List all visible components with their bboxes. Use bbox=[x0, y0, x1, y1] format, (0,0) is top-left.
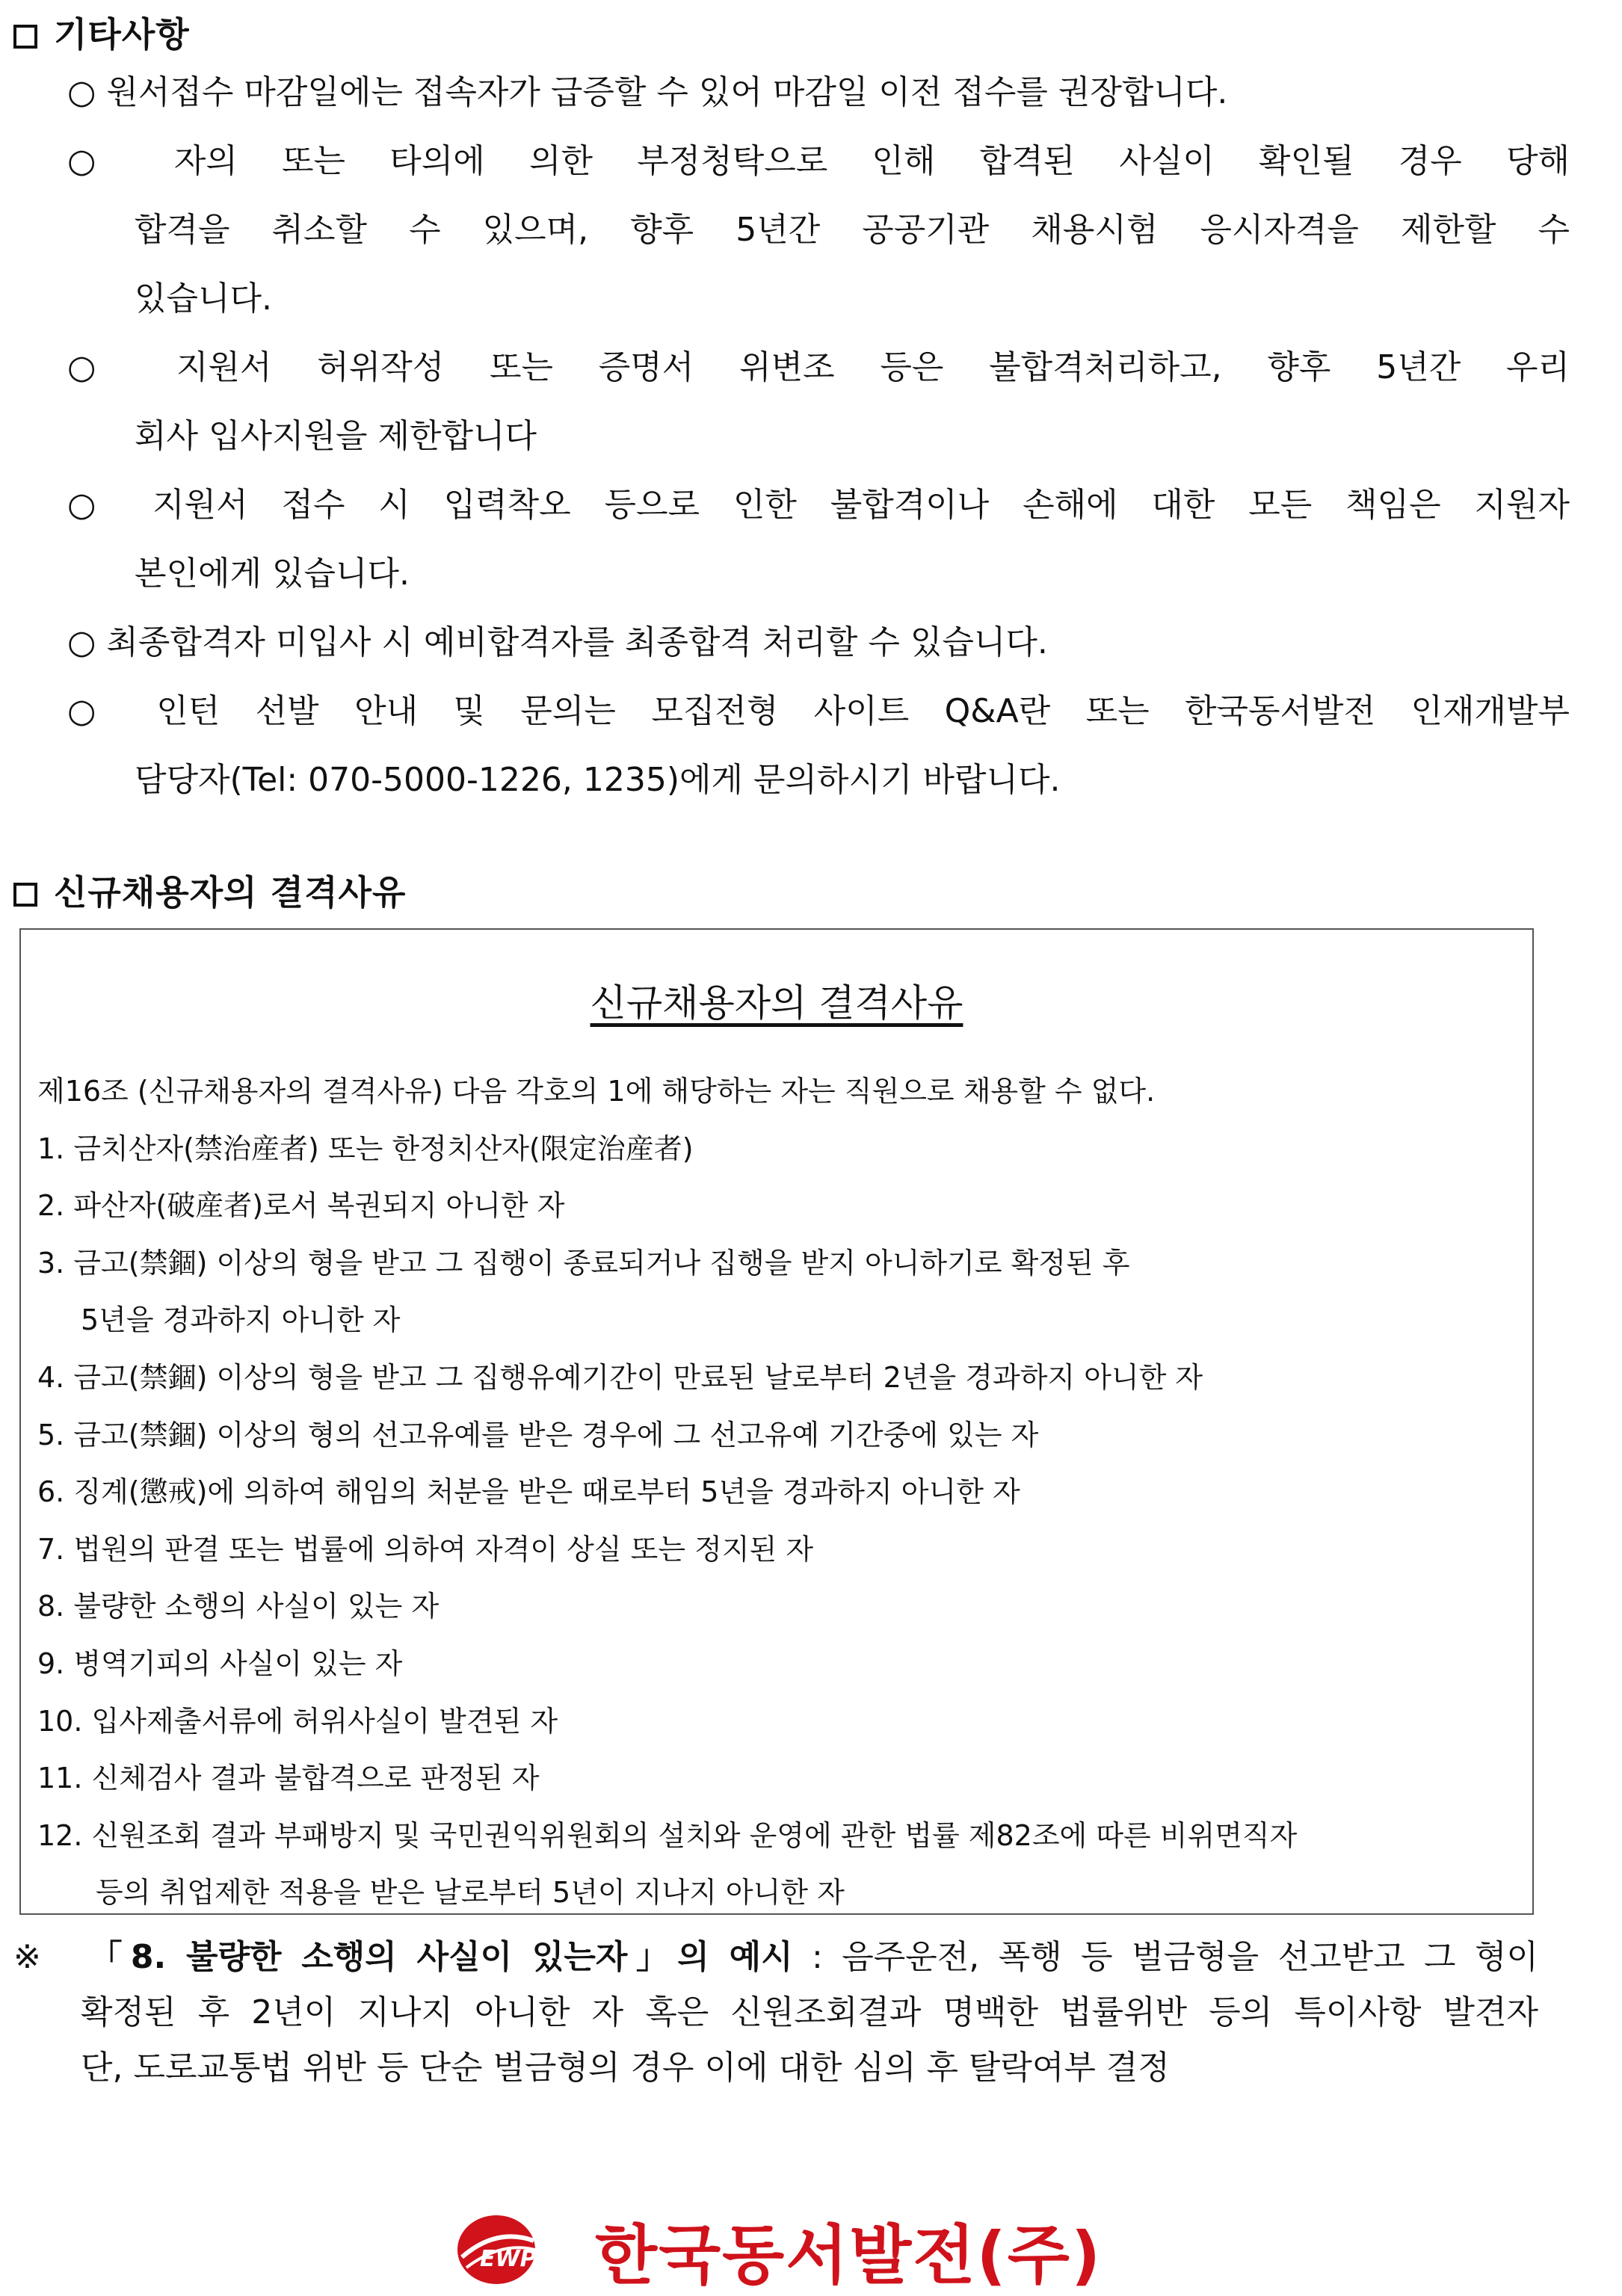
article-line: 7. 법원의 판결 또는 법률에 의하여 자격이 상실 또는 정지된 자 bbox=[37, 1532, 814, 1566]
bullet-item: ○ 지원서 허위작성 또는 증명서 위변조 등은 불합격처리하고, 향후 5년간 우리 회사 입사지원을 제한합니다 bbox=[67, 348, 1570, 455]
article-line: 2. 파산자(破産者)로서 복권되지 아니한 자 bbox=[37, 1189, 565, 1223]
checkbox-square-icon bbox=[13, 883, 37, 907]
article-line: 9. 병역기피의 사실이 있는 자 bbox=[37, 1647, 403, 1680]
article-line: 3. 금고(禁錮) 이상의 형을 받고 그 집행이 종료되거나 집행을 받지 아니하기로 확정된 후 bbox=[37, 1246, 1130, 1280]
note-block: ※ 「8. 불량한 소행의 사실이 있는자」의 예시 : 음주운전, 폭행 등 벌금형을 선고받고 그 형이 확정된 후 2년이 지나지 아니한 자 혹은 신원조회결과 명백한 법률위반 등의 특이사항 발견자 단, 도로교통법 위반 등 단순 벌금형의 경우 이에 대한 심의 후 탈락여부 결정 bbox=[13, 1930, 1538, 2096]
bullet-item: ○ 인턴 선발 안내 및 문의는 모집전형 사이트 Q&A란 또는 한국동서발전 인재개발부 담당자(Tel: 070-5000-1226, 1235)에게 문의하시기 바랍니다. bbox=[67, 692, 1570, 799]
company-logo bbox=[451, 2212, 1103, 2293]
article-line: 8. 불량한 소행의 사실이 있는 자 bbox=[37, 1590, 440, 1623]
article-line: 11. 신체검사 결과 불합격으로 판정된 자 bbox=[37, 1762, 540, 1795]
note-bold: 「8. 불량한 소행의 사실이 있는자」의 예시 bbox=[81, 1938, 793, 1976]
company-name: 한국동서발전(주) bbox=[595, 2218, 1103, 2293]
bullet-item: ○ 최종합격자 미입사 시 예비합격자를 최종합격 처리할 수 있습니다. bbox=[67, 623, 1048, 661]
section-title-disqualification: 신규채용자의 결격사유 bbox=[13, 865, 406, 915]
bullet-item: ○ 원서접수 마감일에는 접속자가 급증할 수 있어 마감일 이전 접수를 권장합니다. bbox=[67, 73, 1228, 111]
checkbox-square-icon bbox=[13, 25, 37, 49]
article-line: 10. 입사제출서류에 허위사실이 발견된 자 bbox=[37, 1704, 558, 1738]
article-line: 5년을 경과하지 아니한 자 bbox=[81, 1303, 401, 1337]
article-line: 4. 금고(禁錮) 이상의 형을 받고 그 집행유예기간이 만료된 날로부터 2년을 경과하지 아니한 자 bbox=[37, 1360, 1203, 1394]
section-title-misc: 기타사항 bbox=[13, 7, 190, 57]
article-line: 제16조 (신규채용자의 결격사유) 다음 각호의 1에 해당하는 자는 직원으로 채용할 수 없다. bbox=[37, 1075, 1156, 1108]
bullet-item: ○ 지원서 접수 시 입력착오 등으로 인한 불합격이나 손해에 대한 모든 책임은 지원자 본인에게 있습니다. bbox=[67, 486, 1570, 593]
disqualification-box bbox=[19, 928, 1534, 1915]
ewp-emblem-icon bbox=[451, 2212, 579, 2287]
svg-text:EWP: EWP bbox=[480, 2246, 537, 2272]
reference-mark: ※ bbox=[13, 1938, 41, 1976]
article-text bbox=[37, 1063, 1525, 1922]
article-line: 5. 금고(禁錮) 이상의 형의 선고유예를 받은 경우에 그 선고유예 기간중에 있는 자 bbox=[37, 1418, 1039, 1451]
box-title: 신규채용자의 결격사유 bbox=[590, 981, 963, 1025]
article-line: 등의 취업제한 적용을 받은 날로부터 5년이 지나지 아니한 자 bbox=[96, 1876, 845, 1910]
article-line: 12. 신원조회 결과 부패방지 및 국민권익위원회의 설치와 운영에 관한 법률 제82조에 따른 비위면직자 bbox=[37, 1818, 1298, 1852]
bullet-item: ○ 자의 또는 타의에 의한 부정청탁으로 인해 합격된 사실이 확인될 경우 당해 합격을 취소할 수 있으며, 향후 5년간 공공기관 채용시험 응시자격을 제한할 수 있습니다. bbox=[67, 142, 1570, 318]
article-line: 1. 금치산자(禁治産者) 또는 한정치산자(限定治産者) bbox=[37, 1132, 694, 1165]
article-line: 6. 징계(懲戒)에 의하여 해임의 처분을 받은 때로부터 5년을 경과하지 아니한 자 bbox=[37, 1475, 1020, 1509]
